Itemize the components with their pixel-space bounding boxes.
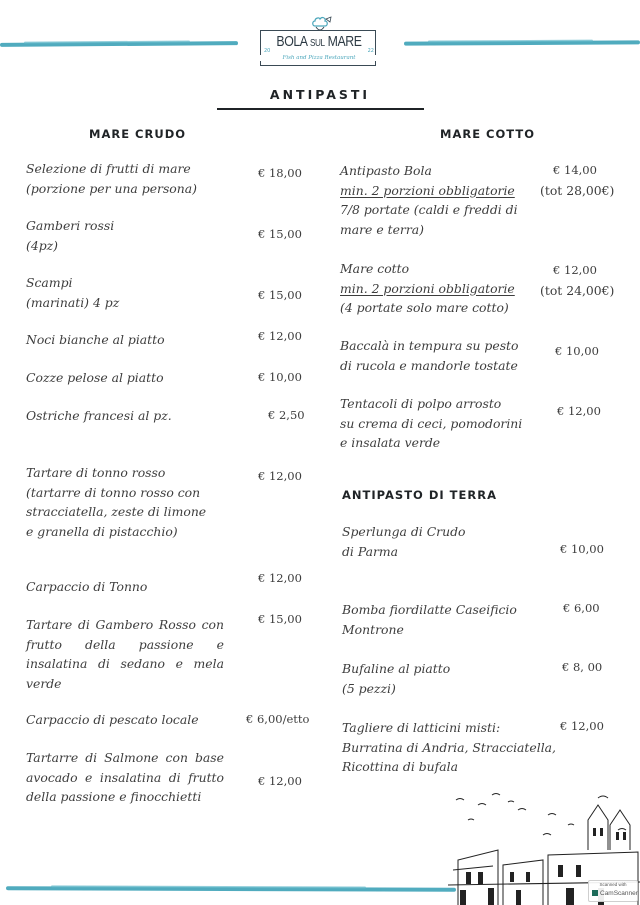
menu-item-price: € 10,00: [560, 542, 604, 556]
menu-item: Tartare di Gambero Rosso con frutto della passione e insalatina di sedano e mela verde: [26, 617, 224, 691]
section-title-mare-crudo: MARE CRUDO: [89, 127, 187, 141]
menu-item-price: € 12,00: [557, 404, 601, 418]
menu-item: Tagliere di latticini misti: Burratina di Andria, Stracciatella, Ricottina di bufala: [342, 720, 556, 774]
menu-item: Carpaccio di pescato locale: [26, 712, 199, 727]
menu-item-price: € 10,00: [555, 344, 599, 358]
menu-item-price: € 18,00: [258, 166, 302, 180]
menu-item: Gamberi rossi (4pz): [26, 218, 115, 253]
menu-item-price: € 12,00: [560, 719, 604, 733]
menu-item: Tartare di tonno rosso (tartarre di tonno rosso con stracciatella, zeste di limone e granella di pistacchio): [26, 465, 207, 539]
menu-item-price: € 8, 00: [562, 660, 603, 674]
menu-item-price: € 10,00: [258, 370, 302, 384]
restaurant-logo: [260, 16, 378, 68]
page-title: ANTIPASTI: [269, 87, 371, 102]
section-title-antipasto-di-terra: ANTIPASTO DI TERRA: [342, 488, 497, 502]
menu-item-price: € 15,00: [258, 612, 302, 626]
menu-item: Tartarre di Salmone con base avocado e insalatina di frutto della passione e finocchietti: [26, 750, 224, 804]
menu-item: Tentacoli di polpo arrosto su crema di ceci, pomodorini e insalata verde: [340, 396, 523, 450]
menu-item: Antipasto Bola min. 2 porzioni obbligatorie 7/8 portate (caldi e freddi di mare e terra): [340, 163, 518, 237]
logo-tagline: Fish and Pizza Restaurant: [260, 55, 378, 61]
menu-item: Cozze pelose al piatto: [26, 370, 164, 385]
decorative-brush-stroke-top-right: [404, 40, 640, 45]
menu-item-price: € 6,00/etto: [246, 712, 310, 726]
logo-year-right: 22: [367, 48, 374, 54]
decorative-brush-stroke-bottom: [6, 886, 456, 892]
menu-item-price: € 12,00: [258, 571, 302, 585]
menu-item-price: € 15,00: [258, 288, 302, 302]
menu-item-price: € 2,50: [268, 408, 305, 422]
menu-item-price: € 12,00 (tot 24,00€): [540, 263, 615, 298]
menu-item: Bufaline al piatto (5 pezzi): [342, 661, 451, 696]
menu-item: Selezione di frutti di mare (porzione per una persona): [26, 161, 197, 196]
menu-item-price: € 12,00: [258, 469, 302, 483]
logo-name: BOLA SUL MARE: [276, 33, 362, 50]
decorative-brush-stroke-top-left: [0, 41, 238, 47]
menu-item: Carpaccio di Tonno: [26, 579, 148, 594]
menu-item: Mare cotto min. 2 porzioni obbligatorie (4 portate solo mare cotto): [340, 261, 515, 315]
camscanner-icon: [592, 890, 598, 896]
menu-item: Bomba fiordilatte Caseificio Montrone: [342, 602, 517, 637]
menu-item: Noci bianche al piatto: [26, 332, 165, 347]
section-title-mare-cotto: MARE COTTO: [440, 127, 536, 141]
menu-item: Ostriche francesi al pz.: [26, 408, 172, 423]
menu-item: Sperlunga di Crudo di Parma: [342, 524, 466, 559]
menu-item-price: € 12,00: [258, 329, 302, 343]
menu-item-price: € 14,00 (tot 28,00€): [540, 163, 615, 198]
camscanner-watermark: Scanned with CamScanner: [588, 880, 638, 902]
menu-item-price: € 6,00: [563, 601, 600, 615]
menu-item: Scampi (marinati) 4 pz: [26, 275, 120, 310]
menu-item: Baccalà in tempura su pesto di rucola e mandorle tostate: [340, 338, 519, 373]
logo-year-left: 20: [264, 48, 271, 54]
menu-item-price: € 15,00: [258, 227, 302, 241]
menu-item-price: € 12,00: [258, 774, 302, 788]
title-underline: [217, 108, 424, 110]
